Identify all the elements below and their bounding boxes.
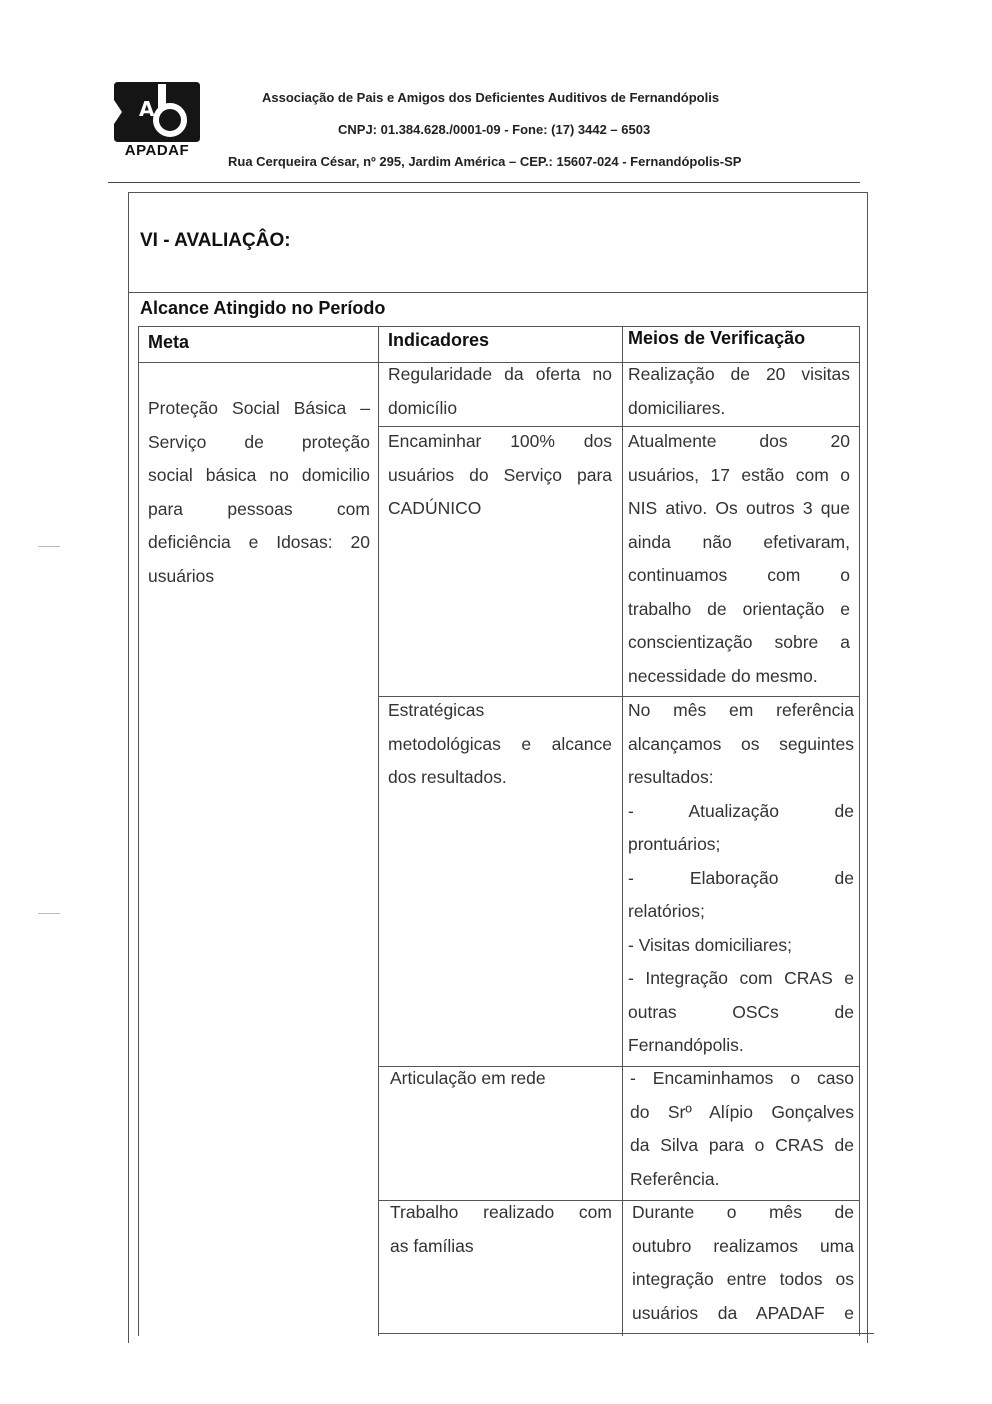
indicador-line: metodológicas e alcance [388, 733, 612, 754]
header-indicadores: Indicadores [388, 330, 490, 350]
meio-line: outubro realizamos uma [632, 1235, 854, 1256]
org-name: Associação de Pais e Amigos dos Deficientes Auditivos de Fernandópolis [262, 90, 720, 105]
table-border-top [138, 326, 860, 327]
meio-line: outras OSCs de [628, 1001, 854, 1022]
evaluation-table [138, 326, 860, 1336]
indicador-cell [390, 1196, 612, 1263]
meio-line: conscientização sobre a [628, 632, 850, 652]
meio-line: domiciliares. [628, 397, 726, 418]
indicador-line: Encaminhar 100% dos [388, 431, 612, 451]
meta-line: social básica no domicilio [148, 465, 370, 485]
scan-mark [38, 913, 60, 914]
meio-line: - Atualização de [628, 800, 854, 821]
indicador-line: CADÚNICO [388, 498, 482, 518]
org-address: Rua Cerqueira César, nº 295, Jardim América – CEP.: 15607-024 - Fernandópolis-SP [228, 154, 742, 169]
frame-separator [128, 292, 868, 293]
meio-line: Referência. [630, 1168, 720, 1189]
apadaf-logo [110, 80, 204, 162]
meio-line: - Elaboração de [628, 867, 854, 888]
table-border-bottom [378, 1333, 874, 1334]
meio-line: resultados: [628, 767, 714, 787]
meio-line: Fernandópolis. [628, 1035, 744, 1055]
meio-line: - Integração com CRAS e [628, 968, 854, 988]
meio-line: - Encaminhamos o caso [630, 1068, 854, 1088]
meio-line: trabalho de orientação e [628, 598, 850, 619]
meio-line: da Silva para o CRAS de [630, 1135, 854, 1155]
indicador-cell [388, 358, 612, 425]
meio-cell [628, 358, 850, 425]
indicador-line: Regularidade da oferta no [388, 364, 612, 384]
meta-line: usuários [148, 565, 215, 586]
indicador-cell [388, 425, 612, 526]
meio-line: usuários da APADAF e [632, 1302, 854, 1323]
indicador-line: Trabalho realizado com [390, 1202, 612, 1222]
meio-line: do Srº Alípio Gonçalves [630, 1101, 854, 1122]
meio-cell [628, 425, 850, 693]
meio-line: alcançamos os seguintes [628, 733, 854, 754]
cnpj-phone: CNPJ: 01.384.628./0001-09 - Fone: (17) 3442 – 6503 [338, 122, 651, 137]
meta-cell [148, 392, 370, 593]
meio-line: No mês em referência [628, 700, 854, 720]
meio-line: integração entre todos os [632, 1269, 854, 1289]
meio-line: NIS ativo. Os outros 3 que [628, 498, 850, 518]
header-meta: Meta [148, 332, 190, 352]
meio-line: continuamos com o [628, 565, 850, 585]
indicador-line: Articulação em rede [390, 1068, 546, 1088]
meio-line: relatórios; [628, 901, 705, 921]
meio-line: ainda não efetivaram, [628, 531, 850, 552]
header-divider [108, 182, 860, 183]
section-title: VI - AVALIAÇÂO: [140, 230, 291, 251]
meio-cell [630, 1062, 854, 1196]
meio-line: Realização de 20 visitas [628, 364, 850, 384]
period-title: Alcance Atingido no Período [140, 298, 386, 318]
logo-text: APADAF [124, 142, 190, 159]
meio-line: usuários, 17 estão com o [628, 464, 850, 485]
column-divider [622, 326, 623, 1336]
column-divider [378, 326, 379, 1336]
indicador-line: Estratégicas [388, 700, 485, 720]
meta-line: para pessoas com [148, 498, 370, 519]
meio-line: necessidade do mesmo. [628, 665, 818, 686]
meio-line: - Visitas domiciliares; [628, 934, 793, 955]
meta-line: Serviço de proteção [148, 431, 370, 452]
meio-cell [628, 694, 854, 1063]
indicador-line: domicílio [388, 397, 458, 418]
meta-line: deficiência e Idosas: 20 [148, 532, 370, 552]
meio-line: prontuários; [628, 834, 721, 854]
meio-cell [632, 1196, 854, 1330]
logo-ear-icon [112, 80, 202, 144]
indicador-line: usuários do Serviço para [388, 464, 612, 485]
meio-line: Durante o mês de [632, 1202, 854, 1222]
meta-line: Proteção Social Básica – [148, 398, 370, 418]
meio-line: Atualmente dos 20 [628, 431, 850, 451]
table-border-left [138, 326, 139, 1336]
indicador-line: dos resultados. [388, 767, 507, 787]
header-meios: Meios de Verificação [628, 328, 806, 348]
indicador-line: as famílias [390, 1235, 474, 1256]
logo-letter: A [139, 97, 155, 121]
scan-mark [38, 546, 60, 547]
indicador-cell [388, 694, 612, 795]
table-border-right [859, 326, 860, 1336]
indicador-cell [390, 1062, 612, 1096]
